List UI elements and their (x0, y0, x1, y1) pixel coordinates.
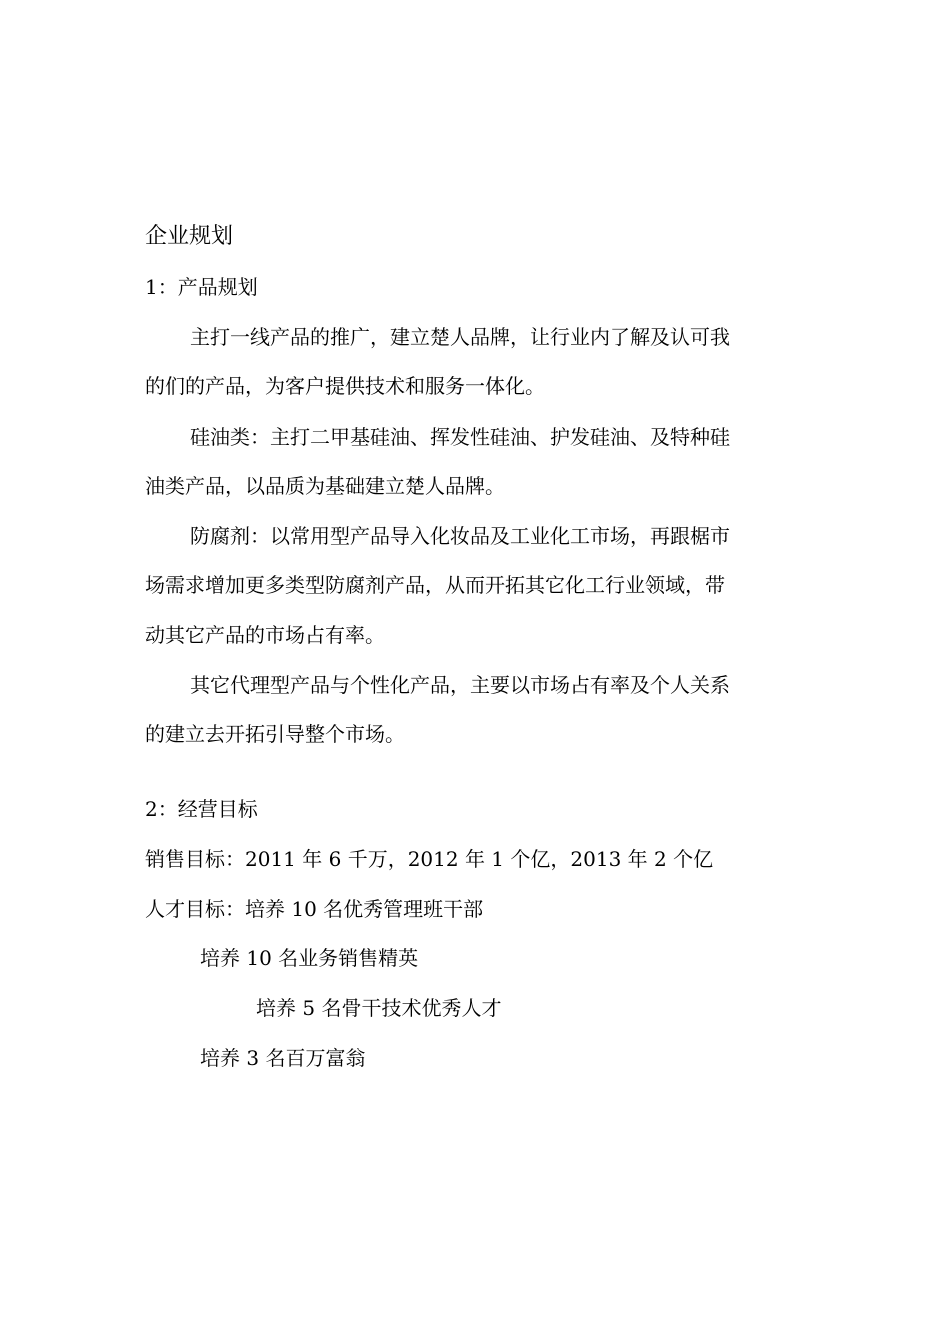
paragraph-text: 的建立去开拓引导整个市场。 (145, 722, 405, 746)
section-heading-product-planning: 1：产品规划 (145, 275, 258, 299)
paragraph-text: 动其它产品的市场占有率。 (145, 623, 385, 647)
paragraph-text: 其它代理型产品与个性化产品，主要以市场占有率及个人关系 (190, 673, 730, 697)
paragraph-text: 的们的产品，为客户提供技术和服务一体化。 (145, 374, 545, 398)
paragraph-text: 主打一线产品的推广，建立楚人品牌，让行业内了解及认可我 (190, 325, 730, 349)
paragraph-text: 硅油类：主打二甲基硅油、挥发性硅油、护发硅油、及特种硅 (190, 425, 730, 449)
talent-target-text: 人才目标：培养 10 名优秀管理班干部 (145, 897, 484, 921)
paragraph-text: 场需求增加更多类型防腐剂产品，从而开拓其它化工行业领域，带 (145, 573, 725, 597)
sales-target-text: 销售目标：2011 年 6 千万，2012 年 1 个亿，2013 年 2 个亿 (145, 847, 714, 871)
talent-item-text: 培养 5 名骨干技术优秀人才 (256, 996, 502, 1020)
section-heading-business-goals: 2：经营目标 (145, 797, 258, 821)
paragraph-text: 油类产品，以品质为基础建立楚人品牌。 (145, 474, 505, 498)
talent-item-text: 培养 3 名百万富翁 (200, 1046, 366, 1070)
document-title: 企业规划 (145, 224, 234, 249)
talent-item-text: 培养 10 名业务销售精英 (200, 946, 419, 970)
paragraph-text: 防腐剂：以常用型产品导入化妆品及工业化工市场，再跟椐市 (190, 524, 730, 548)
